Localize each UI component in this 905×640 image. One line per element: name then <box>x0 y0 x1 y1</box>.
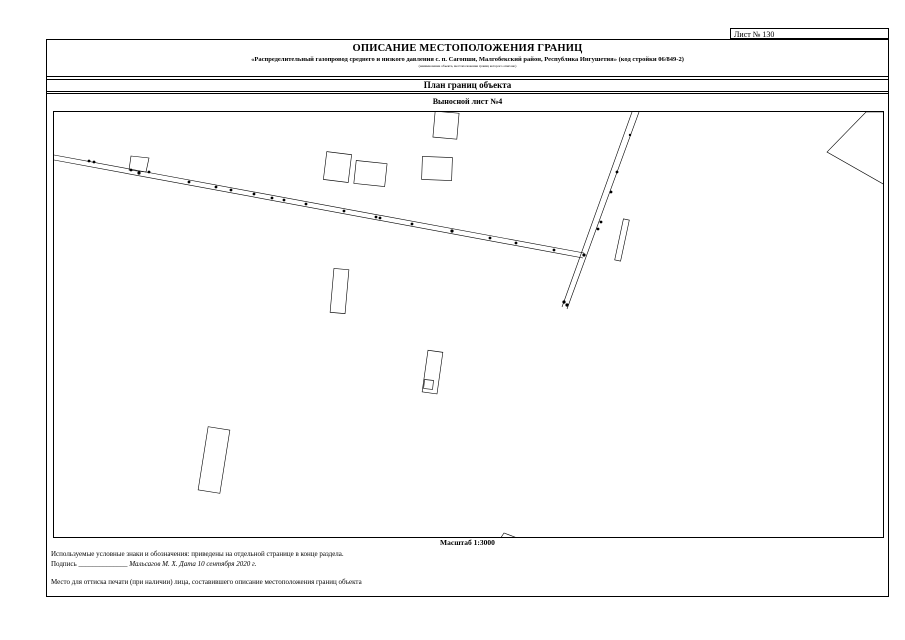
boundary-point <box>411 223 414 226</box>
branch-pipeline-edge <box>562 112 632 307</box>
boundary-point <box>562 300 565 303</box>
branch-pipeline-edge <box>567 112 639 309</box>
boundary-point <box>188 181 191 184</box>
boundary-point <box>565 303 568 306</box>
sheet-name: Выносной лист №4 <box>432 97 503 106</box>
document-header <box>47 40 888 77</box>
boundary-points <box>88 134 632 307</box>
building <box>330 268 349 313</box>
boundary-point <box>137 171 140 174</box>
pipeline-edge <box>54 155 584 253</box>
boundary-point <box>283 199 286 202</box>
date-label: Дата <box>179 560 196 568</box>
building <box>323 152 351 183</box>
boundary-point <box>215 186 218 189</box>
land-plot <box>827 112 884 185</box>
pipeline-edge <box>54 160 583 258</box>
boundary-point <box>582 253 585 256</box>
signature-label: Подпись <box>51 560 77 568</box>
boundary-point <box>148 171 151 174</box>
building <box>433 112 459 139</box>
boundary-point <box>600 221 603 224</box>
boundary-map <box>53 111 884 538</box>
divider <box>47 91 888 94</box>
boundary-point <box>597 228 600 231</box>
date-value: 10 сентября 2020 г. <box>197 560 257 568</box>
building <box>422 156 453 180</box>
boundary-point <box>271 197 274 200</box>
notes <box>51 549 344 569</box>
boundary-point <box>450 229 453 232</box>
map-scale: Масштаб 1:3000 <box>440 538 495 547</box>
boundary-point <box>343 210 346 213</box>
signer-name: Мальсагов М. Х. <box>129 560 178 568</box>
boundary-point <box>88 160 91 163</box>
boundary-point <box>515 242 518 245</box>
boundary-point <box>553 249 556 252</box>
object-name: «Распределительный газопровод среднего и низкого давления с. п. Сагопши, Малгобекский район, Республика Ингушетия» (код стройки 06/849-2) <box>251 56 684 63</box>
boundary-point <box>616 171 619 174</box>
boundary-point <box>379 217 382 220</box>
stamp-note: Место для оттиска печати (при наличии) лица, составившего описание местоположения границ объекта <box>51 578 362 586</box>
boundary-point <box>305 203 308 206</box>
building <box>198 427 230 494</box>
boundary-point <box>629 134 631 136</box>
legend-note: Используемые условные знаки и обозначения: приведены на отдельной странице в конце раздела. <box>51 550 344 558</box>
object-caption: (наименование объекта, местоположение границ которого описано) <box>418 64 517 68</box>
boundary-point <box>130 169 133 172</box>
boundary-point <box>230 189 233 192</box>
boundary-point <box>93 161 96 164</box>
building <box>615 219 630 261</box>
signature-line <box>51 559 344 569</box>
building <box>354 160 387 186</box>
document-frame <box>46 39 889 597</box>
sheet-number: Лист № 130 <box>730 28 889 39</box>
signature-blank: ______________ <box>78 560 128 568</box>
boundary-point <box>489 237 492 240</box>
map-drawing <box>54 112 884 538</box>
document-title: ОПИСАНИЕ МЕСТОПОЛОЖЕНИЯ ГРАНИЦ <box>352 43 583 54</box>
boundary-point <box>375 216 378 219</box>
boundary-point <box>610 191 613 194</box>
boundary-point <box>253 193 256 196</box>
building <box>424 380 434 390</box>
section-title: План границ объекта <box>47 79 888 92</box>
